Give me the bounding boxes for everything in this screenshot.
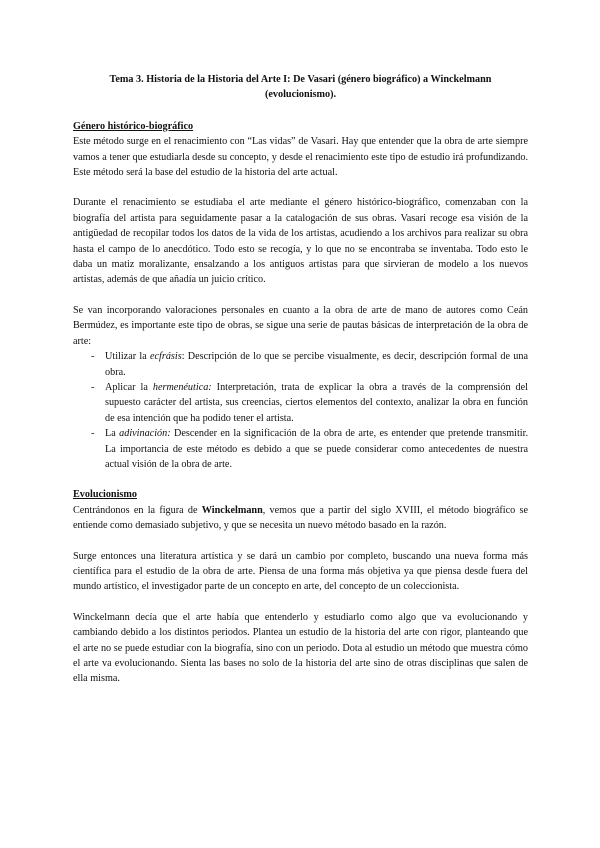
paragraph-text: , vemos que a partir del siglo XVIII, el método biográfico se entiende como demasiado subjetivo, y que se necesita un nuevo método basado en la razón.	[73, 504, 528, 532]
item-text: Aplicar la	[105, 381, 153, 393]
author-name: Winckelmann	[201, 504, 263, 516]
paragraph: Durante el renacimiento se estudiaba el arte mediante el género histórico-biográfico, comenzaban con la biografía del artista para seguidamente pasar a la catalogación de sus obras. Vasari recoge esa visión de la antigüedad de recopilar todos los datos de la vida de los artistas, acudiendo a los archivos para realizar su obra hasta el campo de lo anecdótico. Todo esto se recogía, y lo que no se encontraba se inventaba. Todo esto le daba un matiz moralizante, ensalzando a los antiguos artistas para que sirvieran de modelo a los nuevos artistas, además de que añadía un juicio crítico.	[73, 197, 528, 286]
item-term: ecfrásis	[149, 351, 182, 363]
list-dash: -	[91, 381, 95, 393]
item-text: Utilizar la	[105, 351, 150, 363]
list-item	[91, 380, 528, 426]
item-term: hermenéutica:	[152, 381, 212, 393]
list-item	[91, 426, 528, 472]
section-heading-genero: Género histórico-biográfico	[73, 120, 194, 132]
spacer	[73, 595, 528, 610]
spacer	[73, 288, 528, 303]
document-title: Tema 3. Historia de la Historia del Arte I: De Vasari (género biográfico) a Winckelmann (evolucionismo).	[109, 74, 492, 101]
spacer	[73, 472, 528, 487]
paragraph: Winckelmann decía que el arte había que entenderlo y estudiarlo como algo que va evolucionando y cambiando debido a los distintos periodos. Plantea un estudio de la historia del arte con rigor, planteando que el arte no se puede estudiar con la biografía, sino con un periodo. Dota al estudio un método que muestra cómo el arte va evolucionando. Sienta las bases no solo de la historia del arte sino de otras disciplinas que salen de ella misma.	[73, 611, 528, 685]
item-text: La	[105, 428, 120, 440]
interpretation-list	[73, 349, 528, 472]
item-text: Descender en la significación de la obra de arte, es entender que pretende transmitir. La importancia de este método es debido a que se puede considerar como antecedentes de nuestra actual visión de la obra de arte.	[105, 428, 528, 470]
spacer	[73, 534, 528, 549]
paragraph: Se van incorporando valoraciones personales en cuanto a la obra de arte de mano de autores como Ceán Bermúdez, es importante este tipo de obras, se sigue una serie de pautas básicas de interpretación de la obra de arte:	[73, 304, 528, 347]
paragraph: Surge entonces una literatura artística y se dará un cambio por completo, buscando una nueva forma más científica para el estudio de la obra de arte. Piensa de una forma más objetiva ya que piensa desde fuera del mundo artístico, el investigador parte de un concepto en arte, del concepto de un coleccionista.	[73, 550, 528, 593]
paragraph: Este método surge en el renacimiento con “Las vidas” de Vasari. Hay que entender que la obra de arte siempre vamos a tener que estudiarla desde su concepto, y desde el renacimiento este tipo de estudio irá profundizando. Este método será la base del estudio de la historia del arte actual.	[73, 136, 528, 179]
list-item	[91, 349, 528, 380]
list-dash: -	[91, 428, 95, 440]
item-text: : Descripción de lo que se percibe visualmente, es decir, descripción formal de una obra.	[105, 351, 528, 378]
item-text: Interpretación, trata de explicar la obra a través de la comprensión del supuesto carácter del artista, sus creencias, ciertos elementos del contexto, analizar la obra en función de esa intención que ha podido tener el artista.	[105, 381, 528, 424]
list-dash: -	[91, 351, 95, 363]
item-term: adivinación:	[119, 428, 171, 440]
paragraph-text: Centrándonos en la figura de	[73, 504, 202, 516]
paragraph	[73, 503, 528, 534]
section-heading-evolucionismo: Evolucionismo	[73, 489, 137, 501]
spacer	[73, 180, 528, 195]
document-page	[73, 72, 528, 687]
